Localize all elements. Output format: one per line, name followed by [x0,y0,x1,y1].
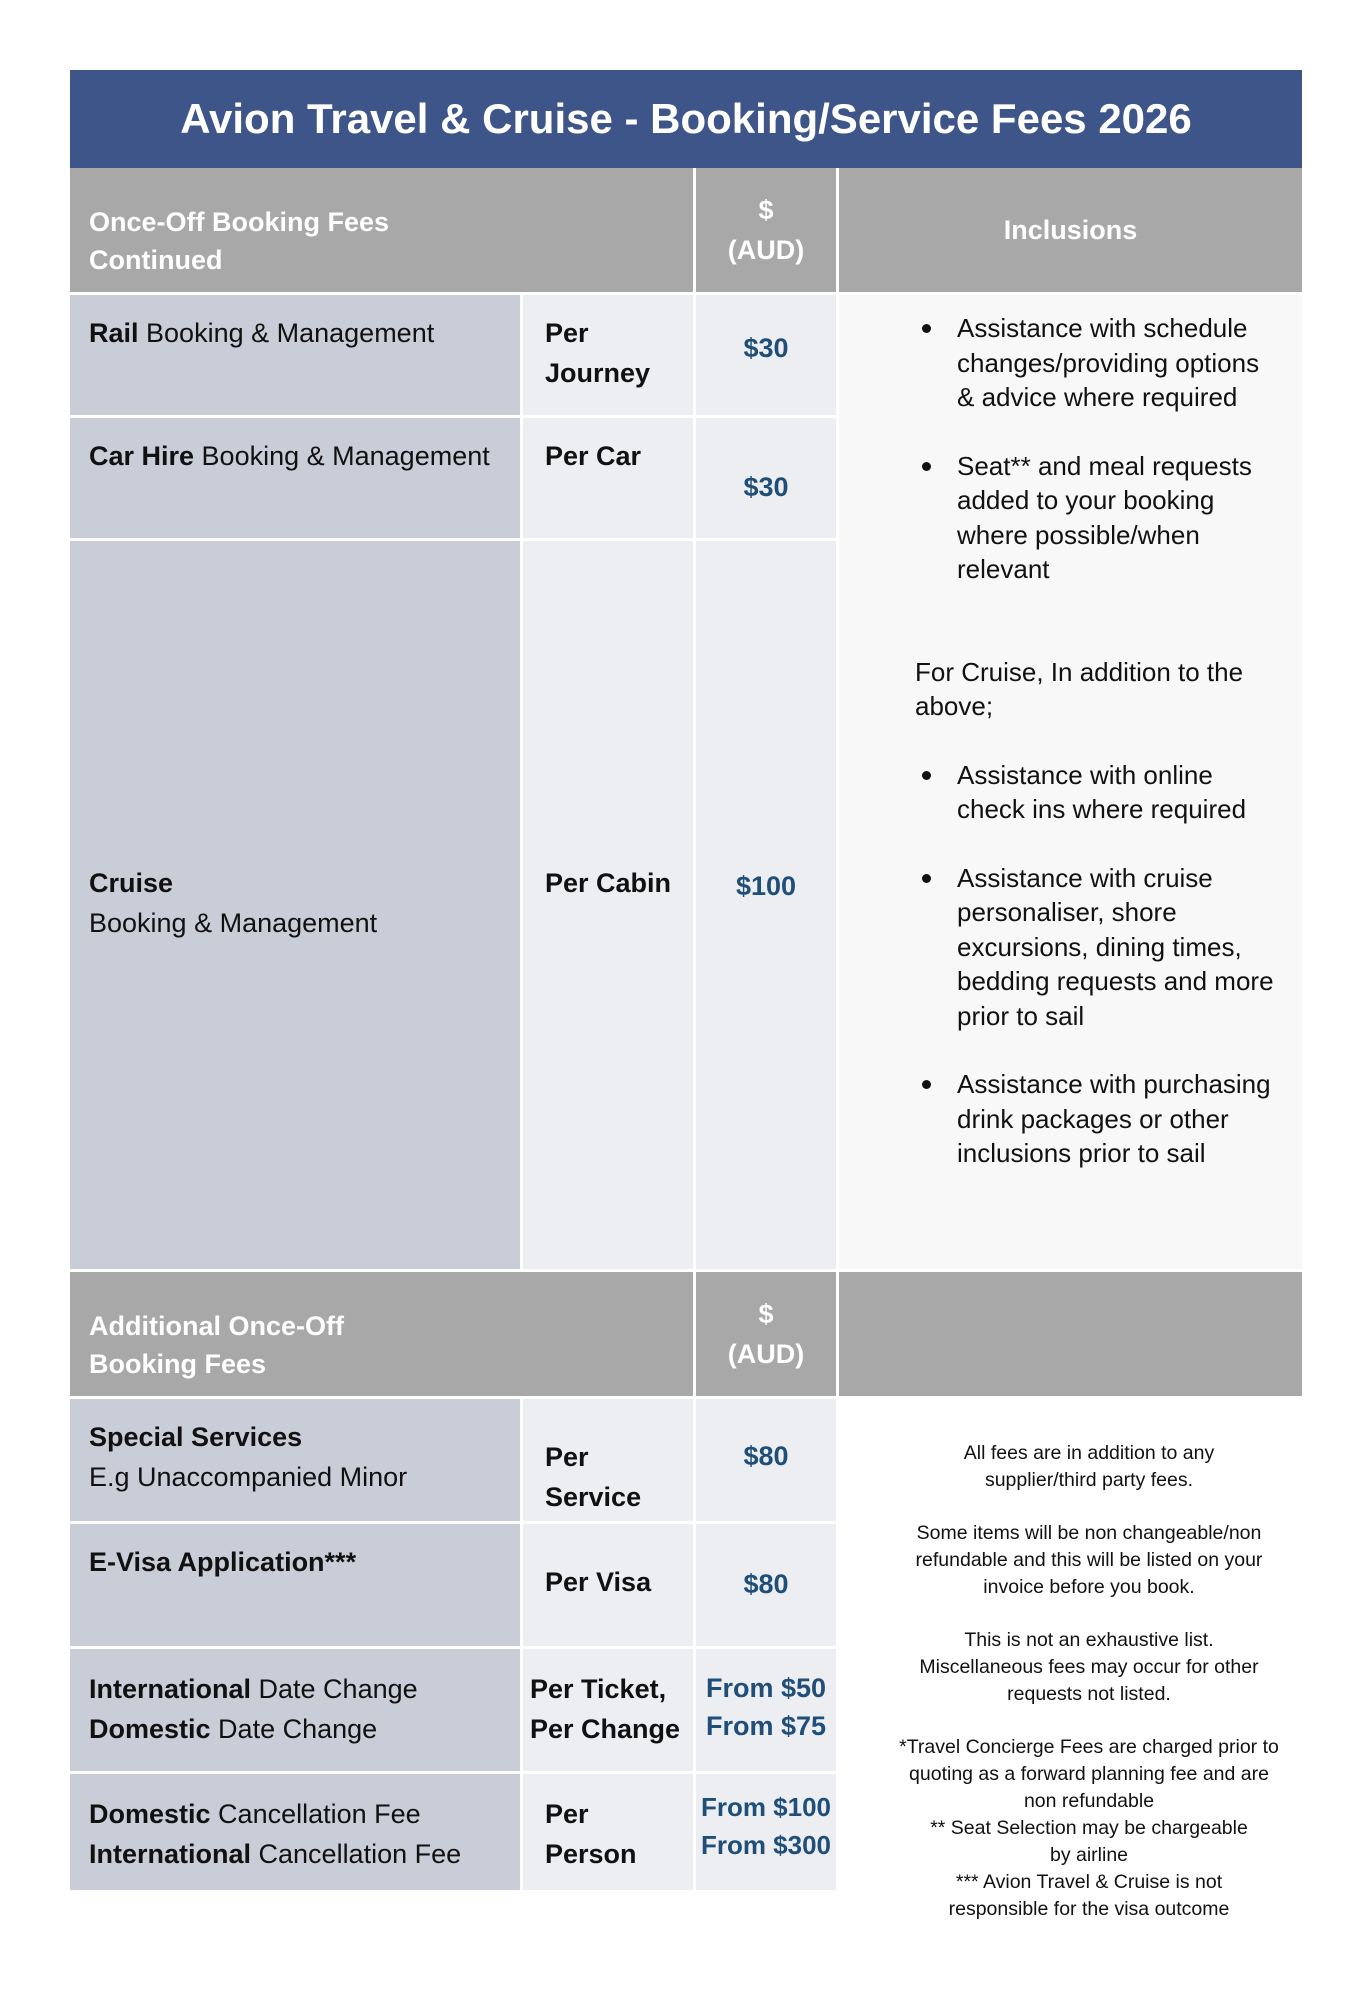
fee-unit-car-hire [523,418,693,538]
section1-header-label [70,168,693,292]
note-paragraph: ** Seat Selection may be chargeable by airline [930,1817,1248,1866]
fee-label-rest: Booking & Management [138,318,435,348]
cruise-intro: For Cruise, In addition to the above; [915,656,1244,721]
fee-label-bold: International [89,1839,252,1869]
fee-price-rail [696,295,836,415]
fee-price-special-services [696,1399,836,1521]
section1-header-inclusions [839,168,1302,292]
note-paragraph: *Travel Concierge Fees are charged prior to quoting as a forward planning fee and are non refundable [899,1736,1279,1812]
fee-label-bold: International [89,1674,252,1704]
page-title-text: Avion Travel & Cruise - Booking/Service Fees 2026 [180,95,1192,142]
fee-unit-line1: Per Car [545,441,642,471]
section1-header-line2: Continued [89,245,223,275]
fee-unit-cruise [523,541,693,1269]
page-title [70,70,1302,168]
fee-unit-line2: Journey [545,358,651,388]
price-value: $30 [743,471,789,502]
fee-label-rest: Booking & Management [194,441,490,471]
fee-label-date-change [70,1649,520,1771]
inclusion-item: Assistance with purchasing drink packages or other inclusions prior to sail [915,1067,1275,1171]
fee-label-cruise [70,541,520,1269]
section2-header-line1: Additional Once-Off [89,1311,344,1341]
fee-unit-line1: Per [545,318,589,348]
fee-unit-line1: Per [545,1799,589,1829]
fee-label-rail [70,295,520,415]
inclusion-item: Assistance with schedule changes/providing options & advice where required [915,311,1275,415]
price-value: $100 [735,870,797,901]
inclusion-item: Assistance with cruise personaliser, shore excursions, dining times, bedding requests and more prior to sail [915,861,1275,1034]
note-paragraph: *** Avion Travel & Cruise is not responsible for the visa outcome [948,1871,1230,1920]
fee-price-cancellation [696,1774,836,1890]
fee-unit-special-services [523,1399,693,1521]
fee-label-bold: Domestic [89,1799,211,1829]
fee-unit-evisa [523,1524,693,1646]
fee-label-special-services [70,1399,520,1521]
inclusions-list [915,311,1275,1171]
inclusion-item: Seat** and meal requests added to your booking where possible/when relevant [915,449,1275,587]
price-value: $80 [743,1568,789,1599]
section2-header-line2: Booking Fees [89,1349,267,1379]
fee-unit-line2: Per Change [530,1714,681,1744]
price-value: From $300 [700,1830,832,1860]
price-header-currency: (AUD) [727,235,805,265]
fee-label-car-hire [70,418,520,538]
fee-unit-line1: Per Visa [545,1567,652,1597]
fee-label-rest: Date Change [251,1674,418,1704]
fee-label-bold: Special Services [89,1422,303,1452]
price-header-symbol: $ [758,1299,774,1329]
fee-label-line2: E.g Unaccompanied Minor [89,1462,408,1492]
section1-header-price [696,168,836,292]
inclusion-item: Assistance with online check ins where required [915,758,1275,827]
fee-label-rest: Cancellation Fee [210,1799,421,1829]
fee-unit-line2: Service [545,1482,642,1512]
fee-label-rest: Cancellation Fee [251,1839,462,1869]
fee-price-date-change [696,1649,836,1771]
fee-label-bold: Domestic [89,1714,211,1744]
fee-price-evisa [696,1524,836,1646]
fee-label-bold: Rail [89,318,139,348]
note-paragraph: Some items will be non changeable/non refundable and this will be listed on your invoice before you book. [915,1522,1263,1598]
price-value: $30 [743,332,789,363]
price-header-currency: (AUD) [727,1339,805,1369]
inclusions-header-text: Inclusions [1003,215,1138,245]
fee-label-cancellation [70,1774,520,1890]
fee-label-bold: Cruise [89,868,174,898]
price-value: From $100 [700,1792,832,1822]
fee-label-bold: Car Hire [89,441,195,471]
price-value: From $75 [705,1711,827,1741]
fee-unit-line1: Per Ticket, [530,1674,667,1704]
fee-label-bold: E-Visa Application*** [89,1547,357,1577]
fees-notes [898,1440,1280,1923]
section2-header-empty [839,1272,1302,1396]
section2-header-label [70,1272,693,1396]
fee-price-car-hire [696,418,836,538]
price-value: From $50 [705,1673,827,1703]
price-value: $80 [743,1440,789,1471]
section2-header-price [696,1272,836,1396]
note-paragraph: This is not an exhaustive list. Miscellaneous fees may occur for other requests not listed. [919,1629,1259,1705]
fee-label-evisa [70,1524,520,1646]
fee-unit-line1: Per [545,1442,589,1472]
fee-unit-cancellation [523,1774,693,1890]
fee-label-rest: Booking & Management [89,908,378,938]
fee-unit-date-change [523,1649,693,1771]
fee-unit-rail [523,295,693,415]
fee-label-rest: Date Change [210,1714,378,1744]
fee-unit-line1: Per Cabin [545,868,672,898]
fee-unit-line2: Person [545,1839,637,1869]
price-header-symbol: $ [758,195,774,225]
note-paragraph: All fees are in addition to any supplier/third party fees. [963,1442,1215,1491]
section1-header-line1: Once-Off Booking Fees [89,207,390,237]
fee-price-cruise [696,541,836,1269]
